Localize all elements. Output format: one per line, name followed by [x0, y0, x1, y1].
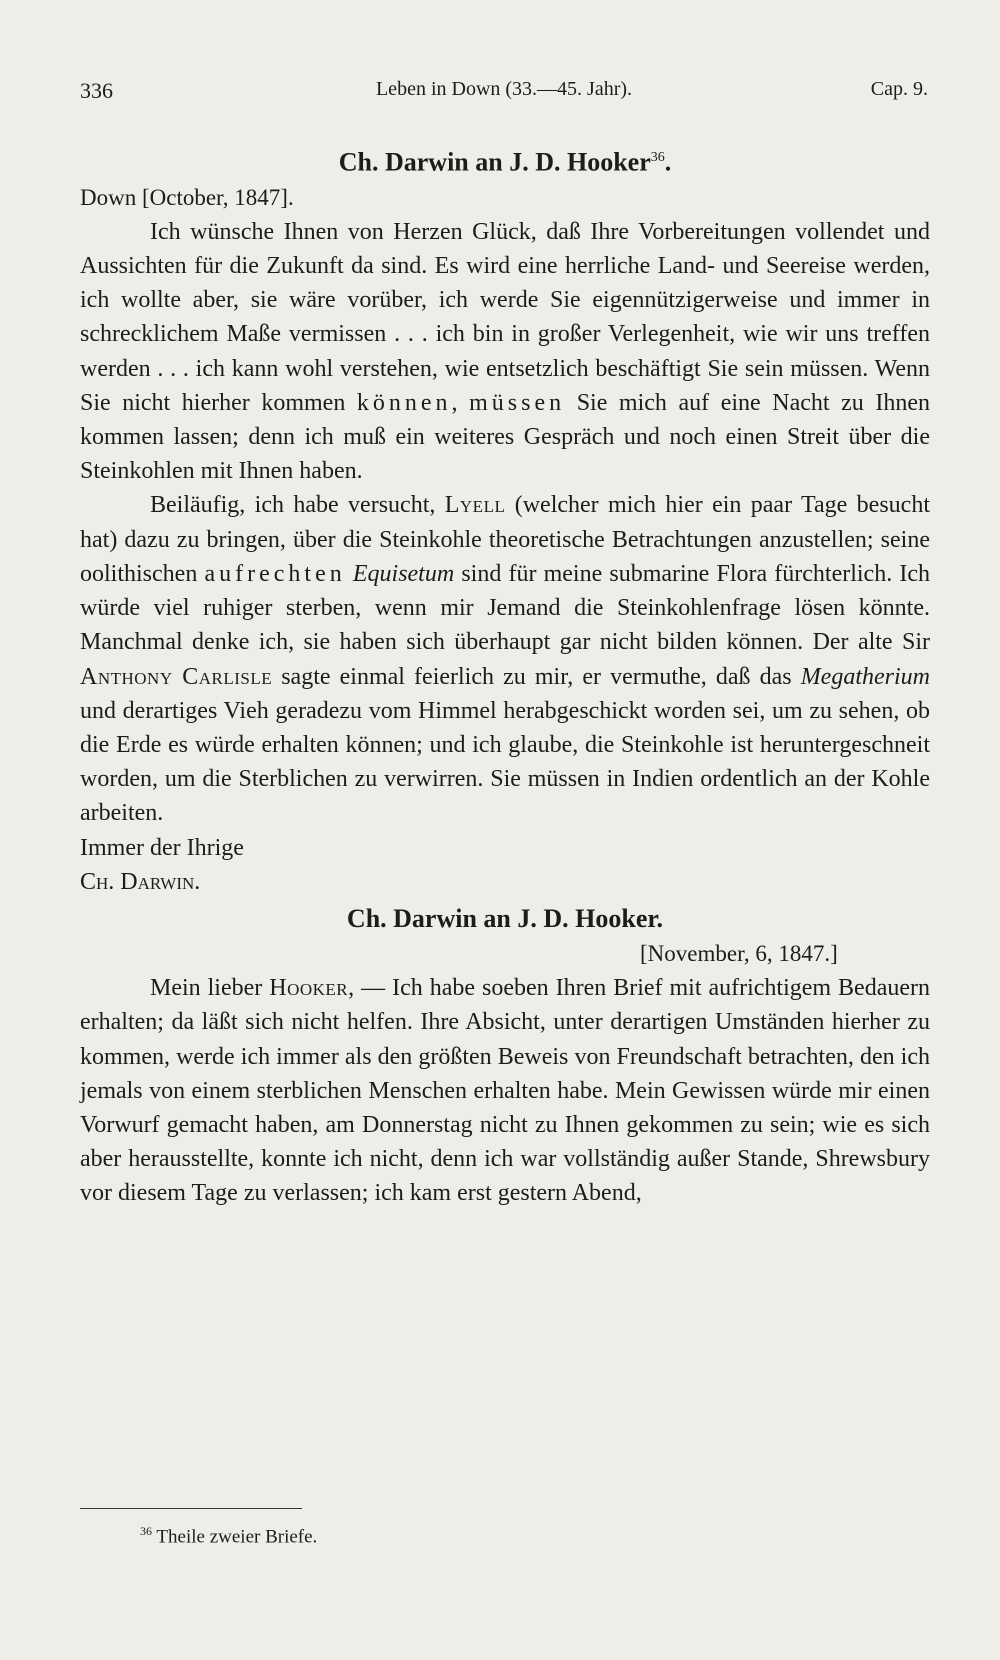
- footnote-number: 36: [140, 1524, 152, 1538]
- footnote-text: Theile zweier Briefe.: [156, 1526, 318, 1548]
- footnote: [140, 1524, 317, 1548]
- letter-1: [80, 140, 930, 1211]
- letter-2-title: Ch. Darwin an J. D. Hooker.: [346, 903, 664, 933]
- letter-1-closing: Immer der Ihrige: [80, 834, 244, 861]
- page-number: 336: [80, 78, 113, 103]
- running-title: Leben in Down (33.—45. Jahr).: [375, 78, 633, 100]
- footnote-ref: 36: [650, 150, 665, 165]
- chapter-label: Cap. 9.: [870, 78, 928, 100]
- letter-2-paragraph-1: Mein lieber Hooker, — Ich habe soeben Ihren Brief mit aufrichtigem Bedauern erhalten; da läßt sich nicht helfen. Ihre Absicht, unter derartigen Umständen hierher zu kommen, werde ich immer als den größten Beweis von Freundschaft betrachten, den ich jemals von einem sterblichen Menschen erhalten habe. Mein Gewissen würde mir einen Vorwurf gemacht haben, am Donnerstag nicht zu Ihnen gekommen zu sein; wie es sich aber herausstellte, konnte ich nicht, denn ich war vollständig außer Stande, Shrewsbury vor diesem Tage zu verlassen; ich kam erst gestern Abend,: [80, 975, 931, 1207]
- letter-1-paragraph-2: Beiläufig, ich habe versucht, Lyell (welcher mich hier ein paar Tage besucht hat) dazu zu bringen, über die Steinkohle theoretische Betrachtungen anzustellen; seine oolithischen aufrechten Equisetum sind für meine submarine Flora fürchterlich. Ich würde viel ruhiger sterben, wenn mir Jemand die Steinkohlenfrage lösen könnte. Manchmal denke ich, sie haben sich überhaupt gar nicht bilden können. Der alte Sir Anthony Carlisle sagte einmal feierlich zu mir, er vermuthe, daß das Megatherium und derartiges Vieh geradezu vom Himmel herabgeschickt worden sei, um zu sehen, ob die Erde es würde erhalten können; und ich glaube, die Steinkohle ist heruntergeschneit worden, um die Sterblichen zu verwirren. Sie müssen in Indien ordentlich an der Kohle arbeiten.: [80, 492, 930, 827]
- letter-1-signature: Ch. Darwin.: [80, 868, 201, 895]
- letter-1-dateline: Down [October, 1847].: [80, 184, 294, 210]
- letter-1-paragraph-1: Ich wünsche Ihnen von Herzen Glück, daß Ihre Vorbereitungen vollendet und Aussichten für die Zukunft da sind. Es wird eine herrliche Land- und Seereise werden, ich wollte aber, sie wäre vorüber, ich werde Sie eigennützigerweise und immer in schrecklichem Maße vermissen . . . ich bin in großer Verlegenheit, wie wir uns treffen werden . . . ich kann wohl verstehen, wie entsetzlich beschäftigt Sie sein müssen. Wenn Sie nicht hierher kommen können, müssen Sie mich auf eine Nacht zu Ihnen kommen lassen; denn ich muß ein weiteres Gespräch und noch einen Streit über die Steinkohlen mit Ihnen haben.: [80, 218, 931, 485]
- page-header: [80, 78, 928, 110]
- footnote-rule: [80, 1508, 302, 1509]
- letter-2-dateline: [November, 6, 1847.]: [640, 940, 838, 966]
- letter-1-title: Ch. Darwin an J. D. Hooker$^{36}$.: [338, 147, 672, 177]
